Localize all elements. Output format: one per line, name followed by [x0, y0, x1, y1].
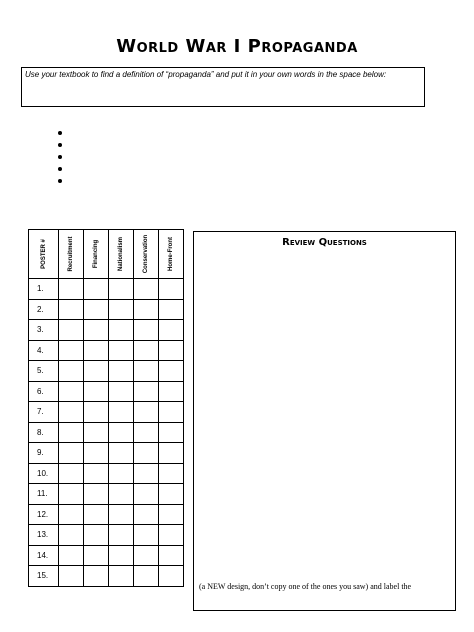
bullet-item — [58, 131, 62, 135]
table-cell[interactable] — [59, 402, 84, 423]
table-cell[interactable] — [109, 361, 134, 382]
table-cell[interactable] — [59, 463, 84, 484]
table-cell[interactable] — [84, 443, 109, 464]
table-cell[interactable] — [84, 361, 109, 382]
definition-prompt: Use your textbook to find a definition of “propaganda” and put it in your own words in the space below: — [25, 70, 387, 79]
table-cell[interactable] — [159, 340, 184, 361]
table-cell[interactable] — [59, 381, 84, 402]
table-cell[interactable] — [109, 381, 134, 402]
table-cell[interactable] — [59, 361, 84, 382]
table-cell[interactable] — [59, 484, 84, 505]
table-cell[interactable] — [84, 463, 109, 484]
table-row — [29, 545, 184, 566]
table-cell[interactable] — [84, 402, 109, 423]
table-cell[interactable] — [84, 504, 109, 525]
review-title: Review Questions — [282, 237, 367, 248]
column-header — [84, 230, 109, 279]
table-row — [29, 320, 184, 341]
bullet-list — [58, 131, 62, 191]
table-cell[interactable] — [84, 525, 109, 546]
bullet-item — [58, 143, 62, 147]
page-title: World War I Propaganda — [116, 36, 358, 57]
table-cell[interactable] — [109, 402, 134, 423]
table-cell[interactable] — [109, 279, 134, 300]
table-row — [29, 484, 184, 505]
column-header-label: Home-Front — [168, 237, 174, 271]
poster-number: 13. — [29, 525, 59, 546]
column-header — [29, 230, 59, 279]
table-cell[interactable] — [84, 279, 109, 300]
table-row — [29, 422, 184, 443]
table-cell[interactable] — [59, 566, 84, 587]
table-cell[interactable] — [134, 279, 159, 300]
table-cell[interactable] — [109, 340, 134, 361]
table-row — [29, 566, 184, 587]
poster-number: 2. — [29, 299, 59, 320]
column-header-label: Nationalism — [118, 236, 124, 272]
column-header-label: Recruitment — [68, 236, 74, 272]
table-cell[interactable] — [59, 525, 84, 546]
table-cell[interactable] — [84, 484, 109, 505]
table-row — [29, 299, 184, 320]
table-cell[interactable] — [134, 463, 159, 484]
table-cell[interactable] — [59, 422, 84, 443]
table-cell[interactable] — [159, 299, 184, 320]
table-cell[interactable] — [159, 463, 184, 484]
table-cell[interactable] — [159, 525, 184, 546]
table-cell[interactable] — [134, 402, 159, 423]
table-cell[interactable] — [159, 422, 184, 443]
table-cell[interactable] — [134, 361, 159, 382]
table-cell[interactable] — [84, 320, 109, 341]
table-cell[interactable] — [59, 279, 84, 300]
poster-number: 7. — [29, 402, 59, 423]
table-cell[interactable] — [134, 443, 159, 464]
table-cell[interactable] — [134, 381, 159, 402]
table-cell[interactable] — [109, 299, 134, 320]
definition-box[interactable] — [21, 67, 425, 107]
table-row — [29, 402, 184, 423]
bullet-item — [58, 167, 62, 171]
table-cell[interactable] — [109, 566, 134, 587]
table-cell[interactable] — [159, 402, 184, 423]
table-row — [29, 381, 184, 402]
table-body — [29, 279, 184, 587]
table-cell[interactable] — [134, 320, 159, 341]
table-cell[interactable] — [134, 422, 159, 443]
table-cell[interactable] — [159, 545, 184, 566]
poster-number: 3. — [29, 320, 59, 341]
column-header-label: POSTER # — [40, 239, 47, 269]
poster-number: 14. — [29, 545, 59, 566]
table-cell[interactable] — [59, 340, 84, 361]
table-cell[interactable] — [159, 443, 184, 464]
review-footer-text: (a NEW design, don’t copy one of the ones you saw) and label the — [199, 582, 412, 591]
table-cell[interactable] — [134, 525, 159, 546]
poster-number: 4. — [29, 340, 59, 361]
table-row — [29, 443, 184, 464]
table-row — [29, 504, 184, 525]
column-header — [159, 230, 184, 279]
poster-number: 11. — [29, 484, 59, 505]
column-header-label: Conservation — [143, 234, 149, 274]
table-cell[interactable] — [59, 443, 84, 464]
table-cell[interactable] — [159, 566, 184, 587]
column-header — [134, 230, 159, 279]
table-cell[interactable] — [109, 443, 134, 464]
table-row — [29, 525, 184, 546]
table-cell[interactable] — [134, 340, 159, 361]
table-cell[interactable] — [159, 484, 184, 505]
table-cell[interactable] — [109, 422, 134, 443]
table-cell[interactable] — [159, 320, 184, 341]
table-cell[interactable] — [59, 299, 84, 320]
bullet-item — [58, 179, 62, 183]
table-cell[interactable] — [109, 463, 134, 484]
column-header-label: Financing — [93, 239, 99, 269]
table-cell[interactable] — [109, 525, 134, 546]
table-cell[interactable] — [134, 504, 159, 525]
table-cell[interactable] — [159, 504, 184, 525]
table-cell[interactable] — [84, 299, 109, 320]
table-cell[interactable] — [84, 545, 109, 566]
bullet-item — [58, 155, 62, 159]
table-cell[interactable] — [59, 504, 84, 525]
table-cell[interactable] — [159, 381, 184, 402]
table-cell[interactable] — [109, 320, 134, 341]
poster-number: 10. — [29, 463, 59, 484]
table-cell[interactable] — [84, 381, 109, 402]
table-cell[interactable] — [84, 340, 109, 361]
table-cell[interactable] — [134, 299, 159, 320]
table-cell[interactable] — [59, 320, 84, 341]
poster-number: 1. — [29, 279, 59, 300]
table-cell[interactable] — [109, 545, 134, 566]
poster-number: 15. — [29, 566, 59, 587]
column-header — [109, 230, 134, 279]
table-header-row — [29, 230, 184, 279]
table-cell[interactable] — [134, 566, 159, 587]
table-cell[interactable] — [134, 545, 159, 566]
table-row — [29, 279, 184, 300]
table-row — [29, 340, 184, 361]
table-cell[interactable] — [84, 566, 109, 587]
poster-number: 9. — [29, 443, 59, 464]
table-row — [29, 361, 184, 382]
table-cell[interactable] — [159, 361, 184, 382]
poster-number: 5. — [29, 361, 59, 382]
table-cell[interactable] — [109, 484, 134, 505]
table-cell[interactable] — [134, 484, 159, 505]
table-cell[interactable] — [159, 279, 184, 300]
column-header — [59, 230, 84, 279]
review-questions-box[interactable] — [193, 231, 456, 611]
table-cell[interactable] — [59, 545, 84, 566]
table-cell[interactable] — [84, 422, 109, 443]
poster-number: 8. — [29, 422, 59, 443]
table-row — [29, 463, 184, 484]
poster-number: 6. — [29, 381, 59, 402]
poster-table — [28, 229, 184, 587]
table-cell[interactable] — [109, 504, 134, 525]
poster-number: 12. — [29, 504, 59, 525]
